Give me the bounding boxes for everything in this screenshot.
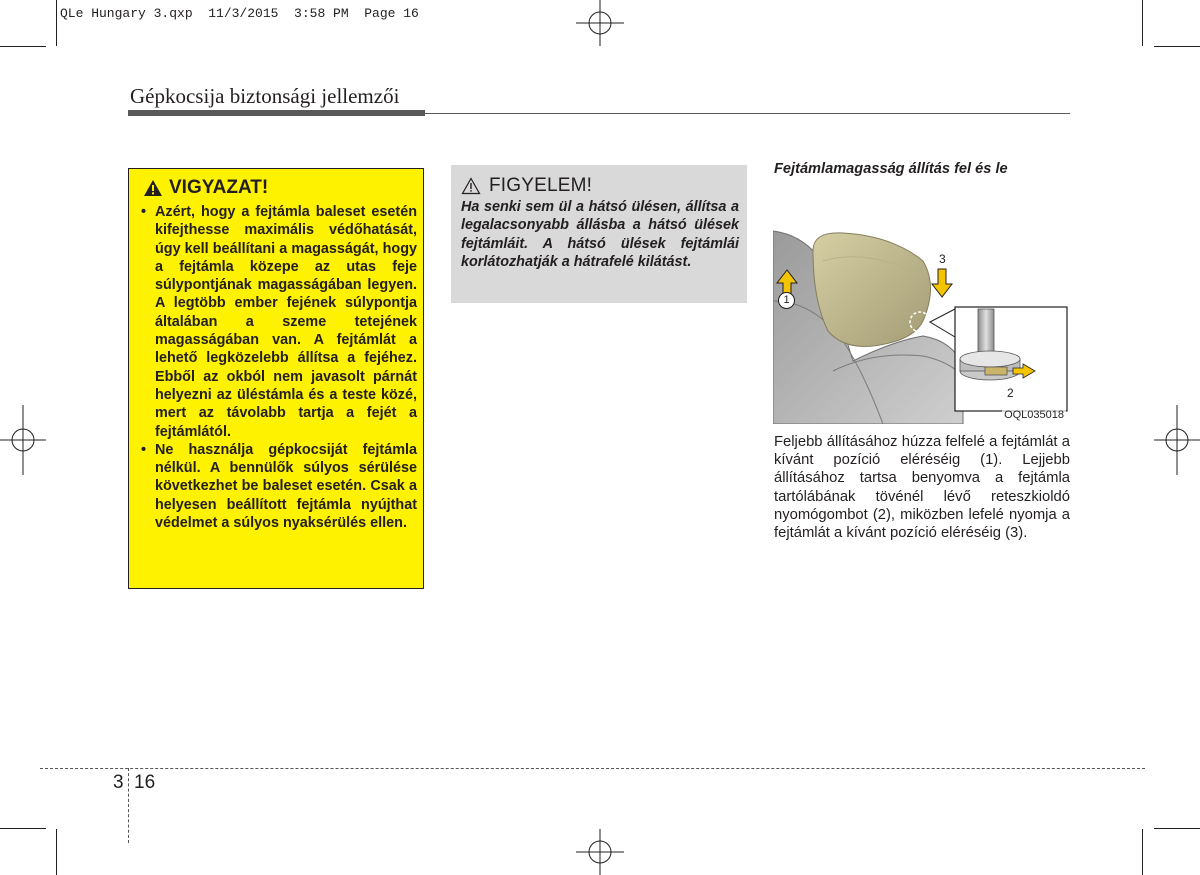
caution-header bbox=[143, 177, 268, 199]
caution-list bbox=[139, 203, 417, 532]
page-number: 16 bbox=[134, 772, 156, 793]
notice-box bbox=[451, 165, 747, 303]
footer-rule bbox=[40, 768, 1145, 769]
notice-title: FIGYELEM! bbox=[489, 175, 593, 196]
chapter-number: 3 bbox=[113, 772, 124, 793]
caution-bullet: • Azért, hogy a fejtámla baleset esetén kifejthesse maximális védőhatását, úgy kell beállítani a magasságát, hogy a fejtámla közepe az utas feje súlypontjának magasságában legyen. A legtöbb ember fejének súlypontja általában a szeme tetejének magasságában van. A fejtámlát a lehető legközelebb állítsa a fejéhez. Ebből az okból nem javasolt párnát helyezni az üléstámla és a teste közé, mert az távolabb tartja a fejét a fejtámlától. bbox=[139, 203, 417, 441]
headrest-illustration bbox=[773, 191, 1070, 424]
figure-label-2: 2 bbox=[1007, 386, 1014, 400]
warning-triangle-outline-icon bbox=[461, 177, 481, 195]
notice-text: Ha senki sem ül a hátsó ülésen, állítsa a legalacsonyabb állásba a hátsó ülések fejtámláit. A hátsó ülések fejtámlái korlátozhatják a hátrafelé kilátást. bbox=[461, 199, 739, 270]
headrest-drawing bbox=[773, 191, 1070, 424]
registration-mark-bottom bbox=[570, 829, 630, 875]
figure-heading: Fejtámlamagasság állítás fel és le bbox=[774, 161, 1008, 177]
registration-mark-right bbox=[1154, 405, 1200, 475]
caution-title: VIGYAZAT! bbox=[169, 177, 269, 198]
section-title: Gépkocsija biztonsági jellemzői bbox=[130, 84, 400, 108]
caution-bullet: • Ne használja gépkocsiját fejtámla nélkül. A bennülők súlyos sérülése következhet be baleset esetén. Csak a helyesen beállított fejtámla nyújthat védelmet a súlyos nyaksérülés ellen. bbox=[139, 441, 417, 532]
body-paragraph: Feljebb állításához húzza felfelé a fejtámlát a kívánt pozíció eléréséig (1). Lejjebb állításához tartsa benyomva a fejtámla tartólábának tövénél lévő reteszkioldó nyomógombot (2), miközben lefelé nyomja a fejtámlát a kívánt pozíció eléréséig (3). bbox=[774, 434, 1070, 542]
title-rule bbox=[128, 110, 425, 116]
figure-code: OQL035018 bbox=[1004, 409, 1064, 421]
notice-header bbox=[461, 175, 592, 197]
figure-label-1: 1 bbox=[778, 292, 795, 309]
caution-box bbox=[128, 168, 424, 589]
title-rule-extension bbox=[425, 113, 1070, 114]
registration-mark-left bbox=[0, 405, 46, 475]
figure-label-3: 3 bbox=[939, 252, 946, 266]
registration-mark-top bbox=[570, 0, 630, 46]
warning-triangle-icon bbox=[143, 179, 163, 197]
print-slug: QLe Hungary 3.qxp 11/3/2015 3:58 PM Page 16 bbox=[60, 6, 419, 21]
footer-divider bbox=[128, 768, 129, 843]
